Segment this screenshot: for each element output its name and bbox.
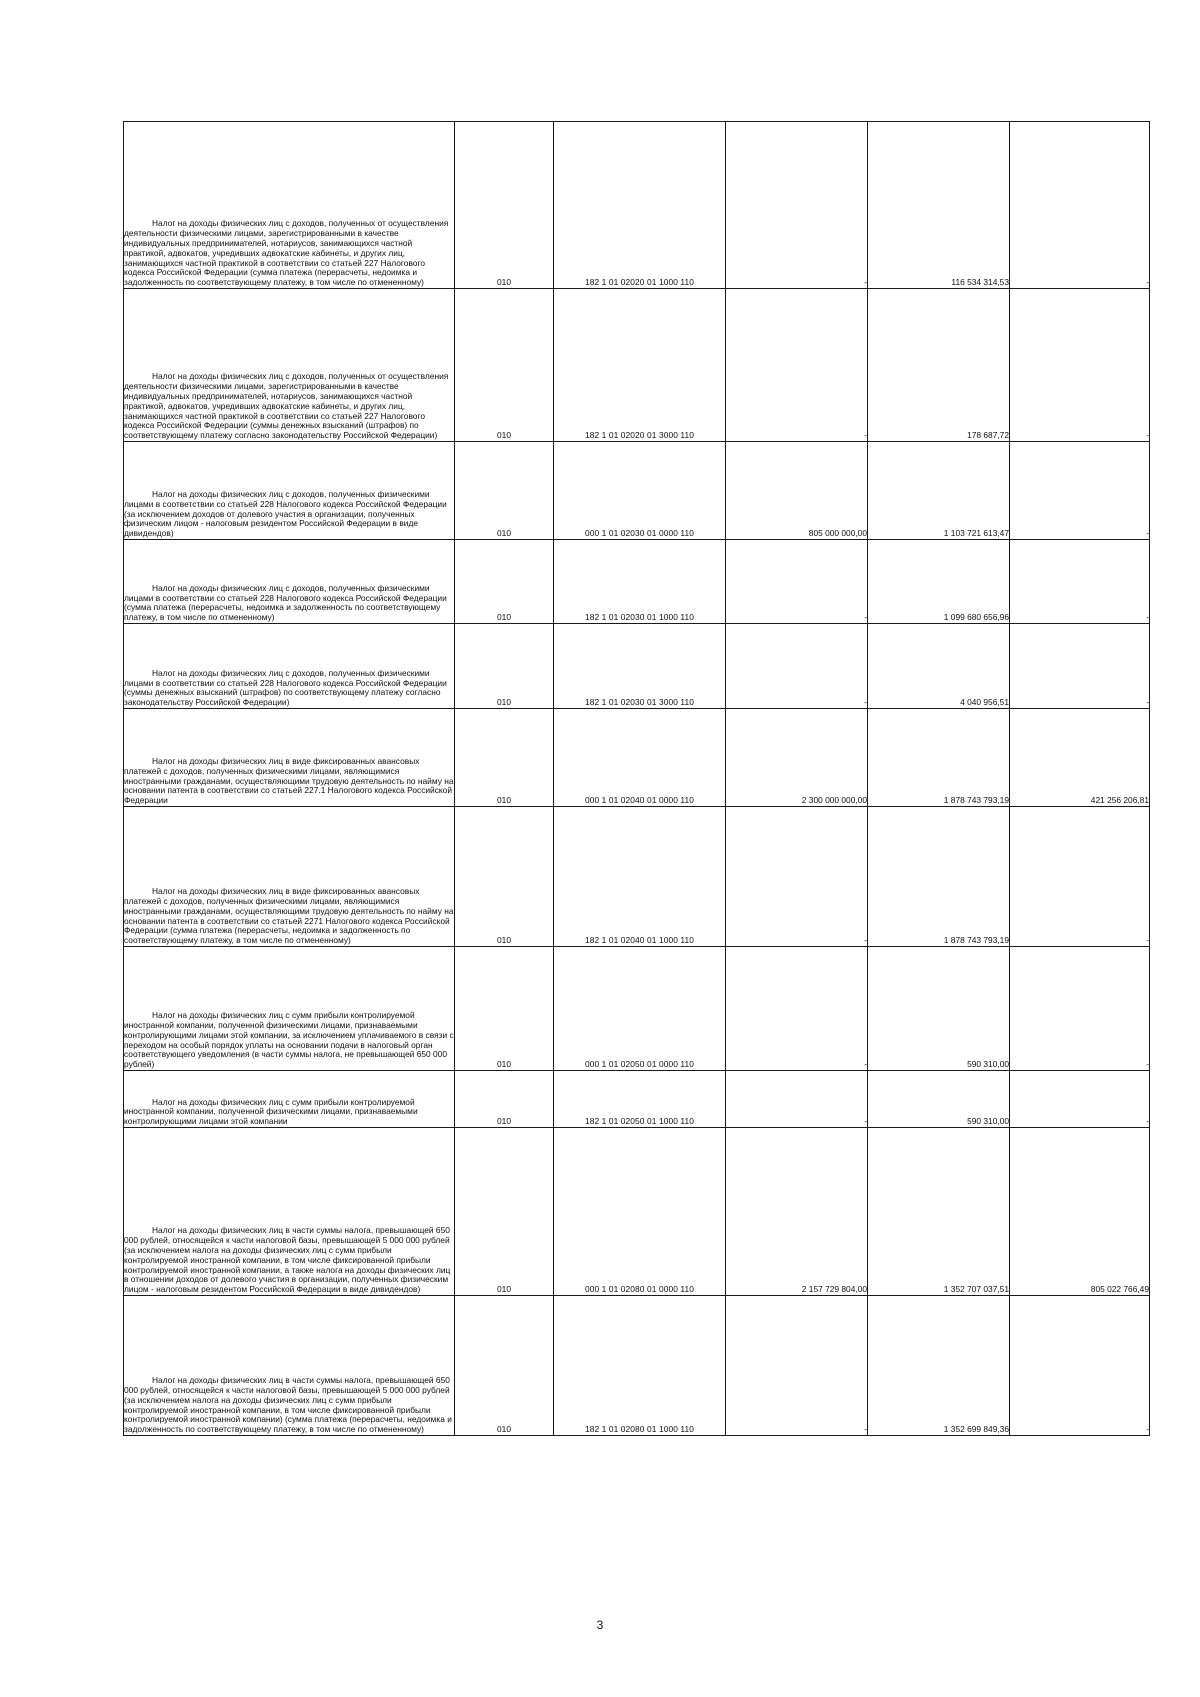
- table-row: [124, 807, 1150, 947]
- row-line-code: 010: [455, 807, 554, 947]
- row-description: Налог на доходы физических лиц в виде фиксированных авансовых платежей с доходов, полученных физическими лицами, являющимися иностранными гражданами, осуществляющими трудовую деятельность по найму на основании патента в соответствии со статьей 227.1 Налогового кодекса Российской Федерации: [124, 709, 455, 807]
- row-description: Налог на доходы физических лиц с доходов, полученных физическими лицами в соответствии со статьей 228 Налогового кодекса Российской Федерации (сумма платежа (перерасчеты, недоимка и задолженность по соответствующему платежу, в том числе по отмененному): [124, 540, 455, 624]
- row-description: Налог на доходы физических лиц с доходов, полученных от осуществления деятельности физическими лицами, зарегистрированными в качестве индивидуальных предпринимателей, нотариусов, занимающихся частной практикой, адвокатов, учредивших адвокатские кабинеты, и других лиц, занимающихся частной практикой в соответствии со статьей 227 Налогового кодекса Российской Федерации (сумма платежа (перерасчеты, недоимка и задолженность по соответствующему платежу, в том числе по отмененному): [124, 122, 455, 289]
- row-income-code: 182 1 01 02050 01 1000 110: [554, 1071, 726, 1128]
- row-remaining: 805 022 766,49: [1010, 1128, 1150, 1296]
- row-income-code: 182 1 01 02080 01 1000 110: [554, 1296, 726, 1436]
- table-row: [124, 1296, 1150, 1436]
- row-approved: -: [726, 1296, 868, 1436]
- row-income-code: 182 1 01 02020 01 3000 110: [554, 289, 726, 442]
- table-row: [124, 947, 1150, 1071]
- row-remaining: -: [1010, 1071, 1150, 1128]
- row-line-code: 010: [455, 540, 554, 624]
- row-approved: -: [726, 1071, 868, 1128]
- row-income-code: 182 1 01 02030 01 3000 110: [554, 624, 726, 709]
- row-approved: 2 157 729 804,00: [726, 1128, 868, 1296]
- row-approved: -: [726, 122, 868, 289]
- row-income-code: 000 1 01 02040 01 0000 110: [554, 709, 726, 807]
- row-income-code: 182 1 01 02040 01 1000 110: [554, 807, 726, 947]
- row-line-code: 010: [455, 709, 554, 807]
- row-remaining: -: [1010, 122, 1150, 289]
- row-income-code: 000 1 01 02030 01 0000 110: [554, 442, 726, 540]
- row-approved: -: [726, 947, 868, 1071]
- row-description: Налог на доходы физических лиц с доходов, полученных физическими лицами в соответствии со статьей 228 Налогового кодекса Российской Федерации (суммы денежных взысканий (штрафов) по соответствующему платежу согласно законодательству Российской Федерации): [124, 624, 455, 709]
- row-description: Налог на доходы физических лиц с доходов, полученных физическими лицами в соответствии со статьей 228 Налогового кодекса Российской Федерации (за исключением доходов от долевого участия в организации, полученных физическим лицом - налоговым резидентом Российской Федерации в виде дивидендов): [124, 442, 455, 540]
- row-remaining: -: [1010, 289, 1150, 442]
- row-income-code: 182 1 01 02030 01 1000 110: [554, 540, 726, 624]
- row-approved: -: [726, 807, 868, 947]
- row-remaining: -: [1010, 1296, 1150, 1436]
- row-line-code: 010: [455, 122, 554, 289]
- row-remaining: -: [1010, 540, 1150, 624]
- table-row: [124, 624, 1150, 709]
- row-executed: 1 103 721 613,47: [868, 442, 1010, 540]
- table-row: [124, 442, 1150, 540]
- row-income-code: 000 1 01 02050 01 0000 110: [554, 947, 726, 1071]
- row-executed: 590 310,00: [868, 1071, 1010, 1128]
- row-description: Налог на доходы физических лиц в части суммы налога, превышающей 650 000 рублей, относящейся к части налоговой базы, превышающей 5 000 000 рублей (за исключением налога на доходы физических лиц с сумм прибыли контролируемой иностранной компании, в том числе фиксированной прибыли контролируемой иностранной компании, а также налога на доходы физических лиц в отношении доходов от долевого участия в организации, полученных физическим лицом - налоговым резидентом Российской Федерации в виде дивидендов): [124, 1128, 455, 1296]
- row-income-code: 182 1 01 02020 01 1000 110: [554, 122, 726, 289]
- table-row: [124, 540, 1150, 624]
- row-description: Налог на доходы физических лиц с сумм прибыли контролируемой иностранной компании, полученной физическими лицами, признаваемыми контролирующими лицами этой компании, за исключением уплачиваемого в связи с переходом на особый порядок уплаты на основании подачи в налоговый орган соответствующего уведомления (в части суммы налога, не превышающей 650 000 рублей): [124, 947, 455, 1071]
- row-approved: 805 000 000,00: [726, 442, 868, 540]
- row-remaining: 421 256 206,81: [1010, 709, 1150, 807]
- row-description: Налог на доходы физических лиц с сумм прибыли контролируемой иностранной компании, полученной физическими лицами, признаваемыми контролирующими лицами этой компании: [124, 1071, 455, 1128]
- row-description: Налог на доходы физических лиц с доходов, полученных от осуществления деятельности физическими лицами, зарегистрированными в качестве индивидуальных предпринимателей, нотариусов, занимающихся частной практикой, адвокатов, учредивших адвокатские кабинеты, и других лиц, занимающихся частной практикой в соответствии со статьей 227 Налогового кодекса Российской Федерации (суммы денежных взысканий (штрафов) по соответствующему платежу согласно законодательству Российской Федерации): [124, 289, 455, 442]
- row-approved: 2 300 000 000,00: [726, 709, 868, 807]
- row-executed: 1 878 743 793,19: [868, 807, 1010, 947]
- row-executed: 1 352 699 849,36: [868, 1296, 1010, 1436]
- budget-execution-table: [123, 121, 1150, 1436]
- page-number: 3: [596, 1618, 604, 1632]
- table-row: [124, 1128, 1150, 1296]
- row-remaining: -: [1010, 947, 1150, 1071]
- row-approved: -: [726, 289, 868, 442]
- row-line-code: 010: [455, 1296, 554, 1436]
- row-line-code: 010: [455, 947, 554, 1071]
- row-remaining: -: [1010, 624, 1150, 709]
- row-line-code: 010: [455, 1128, 554, 1296]
- table-row: [124, 1071, 1150, 1128]
- row-remaining: -: [1010, 442, 1150, 540]
- row-description: Налог на доходы физических лиц в части суммы налога, превышающей 650 000 рублей, относящейся к части налоговой базы, превышающей 5 000 000 рублей (за исключением налога на доходы физических лиц с сумм прибыли контролируемой иностранной компании, в том числе фиксированной прибыли контролируемой иностранной компании) (сумма платежа (перерасчеты, недоимка и задолженность по соответствующему платежу, в том числе по отмененному): [124, 1296, 455, 1436]
- table-row: [124, 289, 1150, 442]
- table-row: [124, 122, 1150, 289]
- row-approved: -: [726, 624, 868, 709]
- table-row: [124, 709, 1150, 807]
- row-executed: 116 534 314,53: [868, 122, 1010, 289]
- row-executed: 178 687,72: [868, 289, 1010, 442]
- row-executed: 4 040 956,51: [868, 624, 1010, 709]
- row-description: Налог на доходы физических лиц в виде фиксированных авансовых платежей с доходов, полученных физическими лицами, являющимися иностранными гражданами, осуществляющими трудовую деятельность по найму на основании патента в соответствии со статьей 2271 Налогового кодекса Российской Федерации (сумма платежа (перерасчеты, недоимка и задолженность по соответствующему платежу, в том числе по отмененному): [124, 807, 455, 947]
- row-line-code: 010: [455, 624, 554, 709]
- row-executed: 1 099 680 656,96: [868, 540, 1010, 624]
- row-line-code: 010: [455, 1071, 554, 1128]
- row-income-code: 000 1 01 02080 01 0000 110: [554, 1128, 726, 1296]
- row-executed: 1 878 743 793,19: [868, 709, 1010, 807]
- row-approved: -: [726, 540, 868, 624]
- row-executed: 590 310,00: [868, 947, 1010, 1071]
- row-line-code: 010: [455, 442, 554, 540]
- row-remaining: -: [1010, 807, 1150, 947]
- row-line-code: 010: [455, 289, 554, 442]
- row-executed: 1 352 707 037,51: [868, 1128, 1010, 1296]
